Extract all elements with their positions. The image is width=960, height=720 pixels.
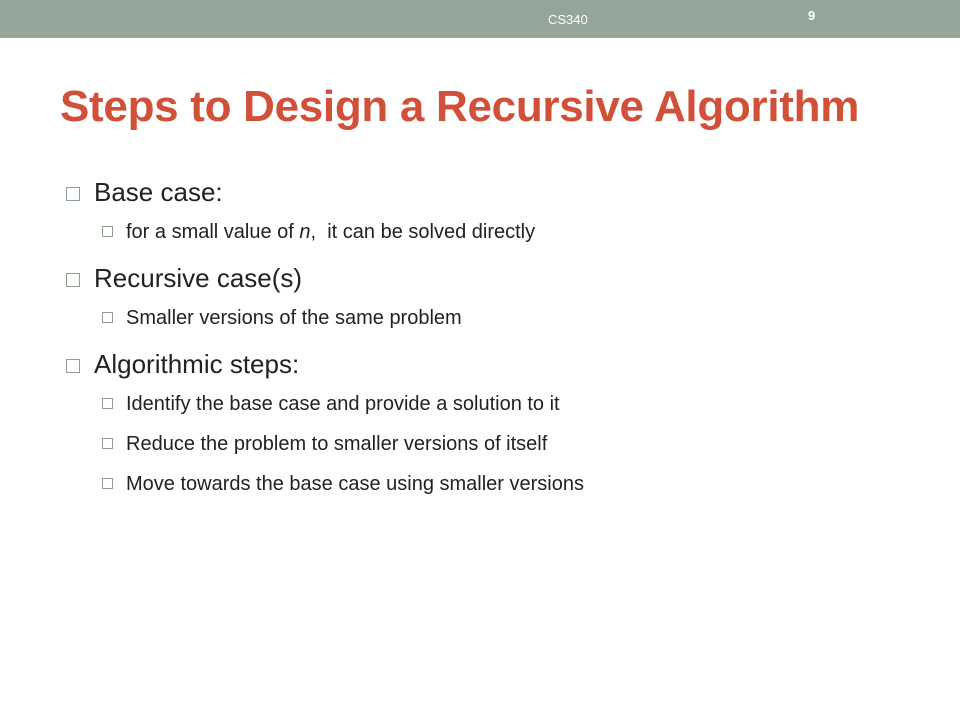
bullet-algorithmic-steps [66,344,926,384]
bullet-text: Recursive case(s) [94,263,303,293]
bullet-list [66,172,926,504]
square-bullet-icon [102,398,113,409]
sub-bullet-text: Reduce the problem to smaller versions of itself [126,433,548,455]
square-bullet-icon [66,187,80,201]
sub-bullet-text-after: , it can be solved directly [310,221,536,243]
sub-bullet-text: Move towards the base case using smaller versions [126,473,584,495]
square-bullet-icon [66,359,80,373]
sub-bullet-text: Identify the base case and provide a solution to it [126,393,560,415]
sub-bullet-small-value [66,212,926,252]
square-bullet-icon [102,312,113,323]
square-bullet-icon [102,438,113,449]
sub-bullet-smaller-versions [66,298,926,338]
square-bullet-icon [102,226,113,237]
sub-bullet-reduce [66,424,926,464]
slide-number: 9 [808,8,816,23]
sub-bullet-move [66,464,926,504]
bullet-text: Algorithmic steps: [94,349,300,379]
bullet-text: Base case: [94,177,223,207]
bullet-recursive-case [66,258,926,298]
sub-bullet-text-before: for a small value of [126,221,300,243]
bullet-base-case [66,172,926,212]
sub-bullet-text: Smaller versions of the same problem [126,307,462,329]
header-bar [0,0,960,38]
course-label: CS340 [548,12,588,27]
slide-title: Steps to Design a Recursive Algorithm [60,82,860,131]
square-bullet-icon [102,478,113,489]
sub-bullet-identify [66,384,926,424]
square-bullet-icon [66,273,80,287]
variable-n: n [299,221,311,243]
